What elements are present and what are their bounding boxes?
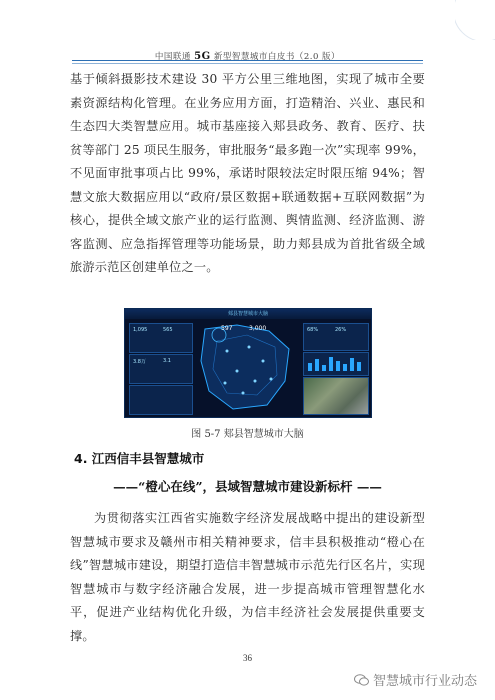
dashboard-stat: 1,095 (133, 327, 148, 333)
dashboard-stat: 3.8万 (133, 359, 146, 365)
watermark-text: 智慧城市行业动态 (372, 674, 477, 689)
section-subtitle: ——“橙心在线”，县域智慧城市建设新标杆 —— (113, 479, 382, 494)
dashboard-traffic-photo (303, 377, 369, 415)
dashboard-stat: 597 (221, 325, 233, 332)
dashboard-stat: 26% (335, 327, 347, 333)
paragraph-jiaxian: 基于倾斜摄影技术建设 30 平方公里三维地图，实现了城市全要素资源结构化管理。在业务应用方面，打造精治、兴业、惠民和生态四大类智慧应用。城市基座接入郏县政务、教育、医疗、扶贫等部门 25 项民生服务，审批服务“最多跑一次”实现率 99%，不见面审批事项占比 99%，承诺时限较法定时限压缩 94%；智慧文旅大数据应用以“政府/景区数据+联通数据+互联网数据”为核心，提供全域文旅产业的运行监测、舆情监测、经济监测、游客监测、应急指挥管理等功能场景，助力郏县成为首批省级全域旅游示范区创建单位之一。 (70, 72, 425, 274)
header-title-brand: 5G (194, 51, 211, 62)
page-number: 36 (243, 653, 252, 663)
section-heading: 4. 江西信丰县智慧城市 (74, 451, 205, 466)
dashboard-title: 郏县智慧城市大脑 (227, 311, 268, 317)
header-title-suffix: 新型智慧城市白皮书（2.0 版） (210, 52, 341, 62)
dashboard-map (197, 321, 297, 413)
paragraph-xinfeng: 为贯彻落实江西省实施数字经济发展战略中提出的建设新型智慧城市要求及赣州市相关精神要求，信丰县积极推动“橙心在线”智慧城市建设，期望打造信丰智慧城市示范先行区名片，实现智慧城市与数字经济融合发展，进一步提高城市管理智慧化水平，促进产业结构优化升级，为信丰经济社会发展提供重要支撑。 (70, 511, 425, 643)
header-title-prefix: 中国联通 (154, 52, 195, 62)
dashboard-stat: 68% (307, 327, 319, 333)
dashboard-figure (124, 308, 372, 418)
watermark (354, 670, 477, 689)
figure-caption: 图 5-7 郏县智慧城市大脑 (191, 429, 304, 440)
dashboard-stat: 3,000 (249, 325, 267, 332)
header-rule (72, 60, 423, 61)
page-header (0, 0, 495, 62)
dashboard-bar-chart (306, 355, 364, 371)
header-rule-thin (72, 63, 423, 64)
dashboard-header (125, 309, 371, 319)
wechat-icon (354, 674, 369, 686)
dashboard-stat: 565 (163, 327, 173, 333)
dashboard-panel-left-bottom (129, 385, 193, 415)
dashboard-stat: 3.1 (163, 358, 171, 364)
